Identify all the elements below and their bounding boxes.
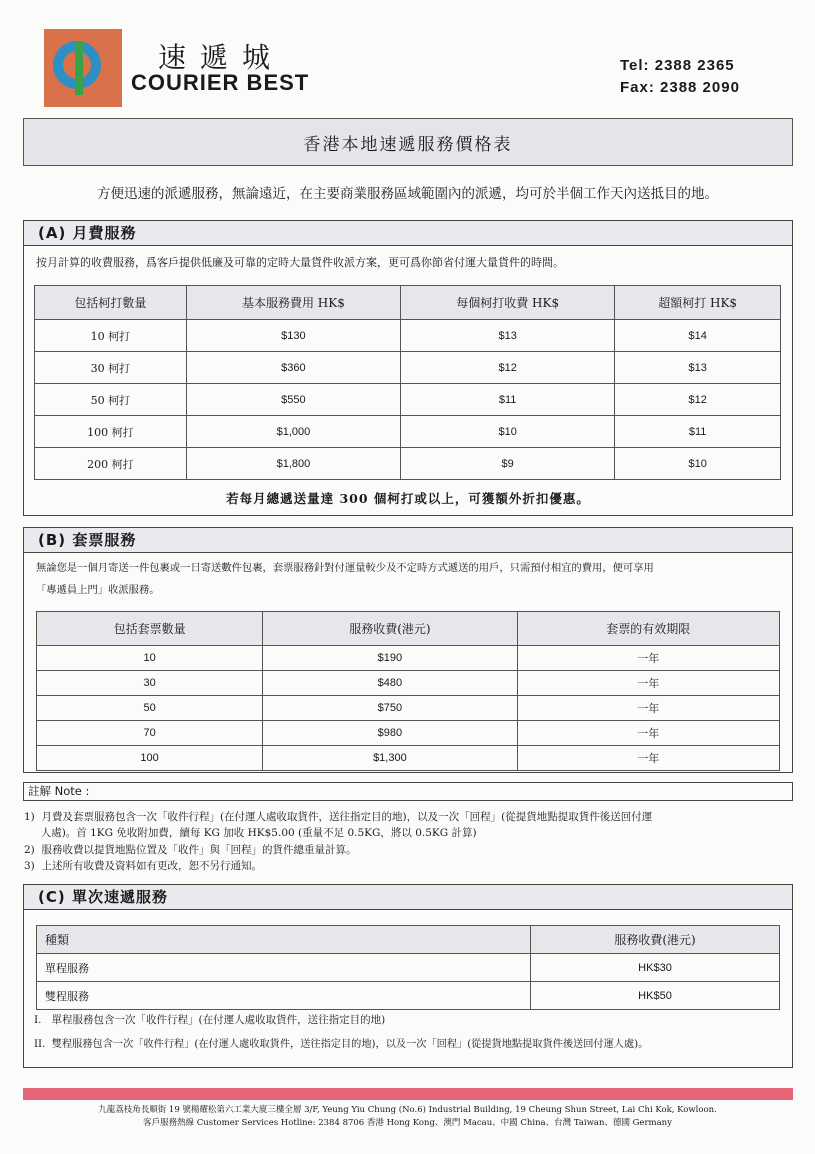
table-cell: $980 <box>263 721 517 746</box>
table-cell: $11 <box>401 384 615 416</box>
table-cell: $14 <box>615 320 781 352</box>
table-header: 超額柯打 HK$ <box>615 286 781 320</box>
table-cell: 200 柯打 <box>35 448 187 480</box>
section-single-heading: (C) 單次速遞服務 <box>24 885 792 910</box>
section-monthly-desc: 按月計算的收費服務，爲客戶提供低廉及可靠的定時大量貨件收派方案，更可爲你節省付運大量貨件的時間。 <box>36 256 564 269</box>
footer-hotline: 客戶服務熱線 Customer Services Hotline: 2384 8706 香港 Hong Kong、澳門 Macau、中國 China、台灣 Taiwan、德國 Germany <box>143 1118 672 1128</box>
table-cell: $190 <box>263 646 517 671</box>
table-row <box>37 646 780 671</box>
ticket-price-table <box>36 611 780 771</box>
table-cell: HK$50 <box>531 982 780 1010</box>
table-header: 包括柯打數量 <box>35 286 187 320</box>
section-monthly-heading: (A) 月費服務 <box>24 221 792 246</box>
footer-address: 九龍荔枝角長順街 19 號楊耀松第六工業大廈三樓全層 3/F, Yeung Yiu Chung (No.6) Industrial Building, 19 Cheung Shun Street, Lai Chi Kok, Kowloon. <box>98 1105 717 1115</box>
table-header: 每個柯打收費 HK$ <box>401 286 615 320</box>
section-ticket <box>23 527 793 773</box>
table-cell: 一年 <box>517 746 779 771</box>
section-ticket-desc-2: 「專遞員上門」收派服務。 <box>36 584 160 596</box>
telephone: Tel: 2388 2365 <box>620 57 735 74</box>
note-item-1-cont: 人處)。首 1KG 免收附加費，續每 KG 加收 HK$5.00 (重量不足 0.5KG，將以 0.5KG 計算) <box>24 827 477 839</box>
table-cell: $12 <box>401 352 615 384</box>
table-cell: $13 <box>615 352 781 384</box>
table-row <box>37 671 780 696</box>
table-row <box>37 954 780 982</box>
fax: Fax: 2388 2090 <box>620 79 740 96</box>
table-header: 服務收費(港元) <box>263 612 517 646</box>
table-cell: $1,800 <box>186 448 400 480</box>
table-cell: 一年 <box>517 721 779 746</box>
notes-heading: 註解 Note : <box>23 782 793 801</box>
table-header: 包括套票數量 <box>37 612 263 646</box>
section-ticket-heading: (B) 套票服務 <box>24 528 792 553</box>
table-cell: 30 柯打 <box>35 352 187 384</box>
table-cell: 一年 <box>517 671 779 696</box>
table-cell: $12 <box>615 384 781 416</box>
intro-text: 方便迅速的派遞服務，無論遠近，在主要商業服務區域範圍內的派遞，均可於半個工作天內送抵目的地。 <box>97 186 718 202</box>
single-price-table <box>36 925 780 1010</box>
table-row <box>35 416 781 448</box>
table-row <box>35 448 781 480</box>
table-cell: 100 <box>37 746 263 771</box>
logo-bar-icon <box>75 41 83 95</box>
table-row <box>37 721 780 746</box>
table-row <box>35 352 781 384</box>
table-cell: $9 <box>401 448 615 480</box>
note-item-2: 2) 服務收費以提貨地點位置及「收件」與「回程」的貨件總重量計算。 <box>24 844 357 856</box>
table-header: 種類 <box>37 926 531 954</box>
table-cell: $10 <box>615 448 781 480</box>
table-row <box>35 320 781 352</box>
footer-bar <box>23 1088 793 1100</box>
single-trip-note: I. 單程服務包含一次「收件行程」(在付運人處收取貨件，送往指定目的地) <box>34 1014 386 1026</box>
table-cell: $11 <box>615 416 781 448</box>
table-row <box>37 696 780 721</box>
table-cell: $360 <box>186 352 400 384</box>
table-cell: 30 <box>37 671 263 696</box>
monthly-price-table <box>34 285 781 480</box>
note-item-1: 1) 月費及套票服務包含一次「收件行程」(在付運人處收取貨件，送往指定目的地)，以及一次「回程」(從提貨地點提取貨件後送回付運 <box>24 811 653 823</box>
table-cell: $130 <box>186 320 400 352</box>
table-cell: 單程服務 <box>37 954 531 982</box>
table-cell: 100 柯打 <box>35 416 187 448</box>
table-cell: $1,300 <box>263 746 517 771</box>
table-cell: $750 <box>263 696 517 721</box>
table-header: 服務收費(港元) <box>531 926 780 954</box>
table-header: 基本服務費用 HK$ <box>186 286 400 320</box>
table-cell: $480 <box>263 671 517 696</box>
logo-chinese-name: 速遞城 <box>158 41 285 74</box>
table-row <box>35 384 781 416</box>
table-cell: HK$30 <box>531 954 780 982</box>
table-cell: $1,000 <box>186 416 400 448</box>
note-item-3: 3) 上述所有收費及資料如有更改，恕不另行通知。 <box>24 860 262 872</box>
table-cell: 70 <box>37 721 263 746</box>
round-trip-note: II. 雙程服務包含一次「收件行程」(在付運人處收取貨件，送往指定目的地)，以及一次「回程」(從提貨地點提取貨件後送回付運人處)。 <box>34 1039 649 1050</box>
page-title: 香港本地速遞服務價格表 <box>23 118 793 166</box>
table-cell: $10 <box>401 416 615 448</box>
table-cell: $550 <box>186 384 400 416</box>
table-cell: 10 <box>37 646 263 671</box>
table-cell: 10 柯打 <box>35 320 187 352</box>
table-cell: 50 柯打 <box>35 384 187 416</box>
volume-discount-note: 若每月總遞送量達 300 個柯打或以上，可獲額外折扣優惠。 <box>226 491 590 506</box>
table-cell: 雙程服務 <box>37 982 531 1010</box>
table-cell: 一年 <box>517 646 779 671</box>
table-cell: 一年 <box>517 696 779 721</box>
table-header: 套票的有效期限 <box>517 612 779 646</box>
table-row <box>37 982 780 1010</box>
section-single <box>23 884 793 1068</box>
section-ticket-desc: 無論您是一個月寄送一件包裹或一日寄送數件包裹，套票服務針對付運量較少及不定時方式遞送的用戶，只需預付相宜的費用，便可享用 <box>36 562 654 574</box>
table-cell: $13 <box>401 320 615 352</box>
table-row <box>37 746 780 771</box>
section-monthly <box>23 220 793 516</box>
table-cell: 50 <box>37 696 263 721</box>
logo-english-name: COURIER BEST <box>131 70 310 95</box>
